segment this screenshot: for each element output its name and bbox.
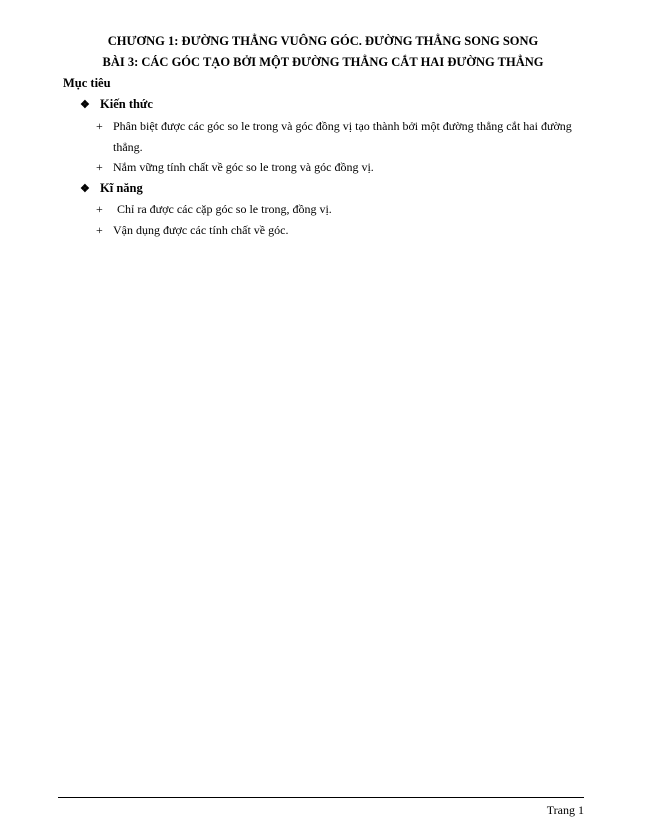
list-item-text: Nắm vững tính chất về góc so le trong và góc đồng vị. xyxy=(113,160,374,174)
page-number: Trang 1 xyxy=(546,803,584,817)
section-title: Kĩ năng xyxy=(100,181,143,195)
list-item xyxy=(96,220,583,241)
list-item xyxy=(96,157,583,178)
section-heading-knowledge xyxy=(80,96,153,113)
list-item xyxy=(96,116,583,158)
objectives-heading: Mục tiêu xyxy=(63,76,111,90)
footer-divider xyxy=(58,797,584,798)
list-item-text: Phân biệt được các góc so le trong và góc đồng vị tạo thành bởi một đường thẳng cắt hai đường thẳng. xyxy=(113,119,572,154)
chapter-title: CHƯƠNG 1: ĐƯỜNG THẲNG VUÔNG GÓC. ĐƯỜNG THẲNG SONG SONG xyxy=(107,34,539,48)
list-item-text: Chỉ ra được các cặp góc so le trong, đồng vị. xyxy=(117,202,332,216)
diamond-bullet-icon: ❖ xyxy=(80,183,90,195)
plus-bullet-icon: + xyxy=(96,202,103,216)
section-title: Kiến thức xyxy=(100,97,153,111)
lesson-title: BÀI 3: CÁC GÓC TẠO BỞI MỘT ĐƯỜNG THẲNG CẮT HAI ĐƯỜNG THẲNG xyxy=(102,55,544,69)
section-heading-skills xyxy=(80,180,143,197)
list-item-text: Vận dụng được các tính chất về góc. xyxy=(113,223,289,237)
list-item xyxy=(96,199,587,220)
plus-bullet-icon: + xyxy=(96,119,103,133)
diamond-bullet-icon: ❖ xyxy=(80,99,90,111)
plus-bullet-icon: + xyxy=(96,160,103,174)
plus-bullet-icon: + xyxy=(96,223,103,237)
